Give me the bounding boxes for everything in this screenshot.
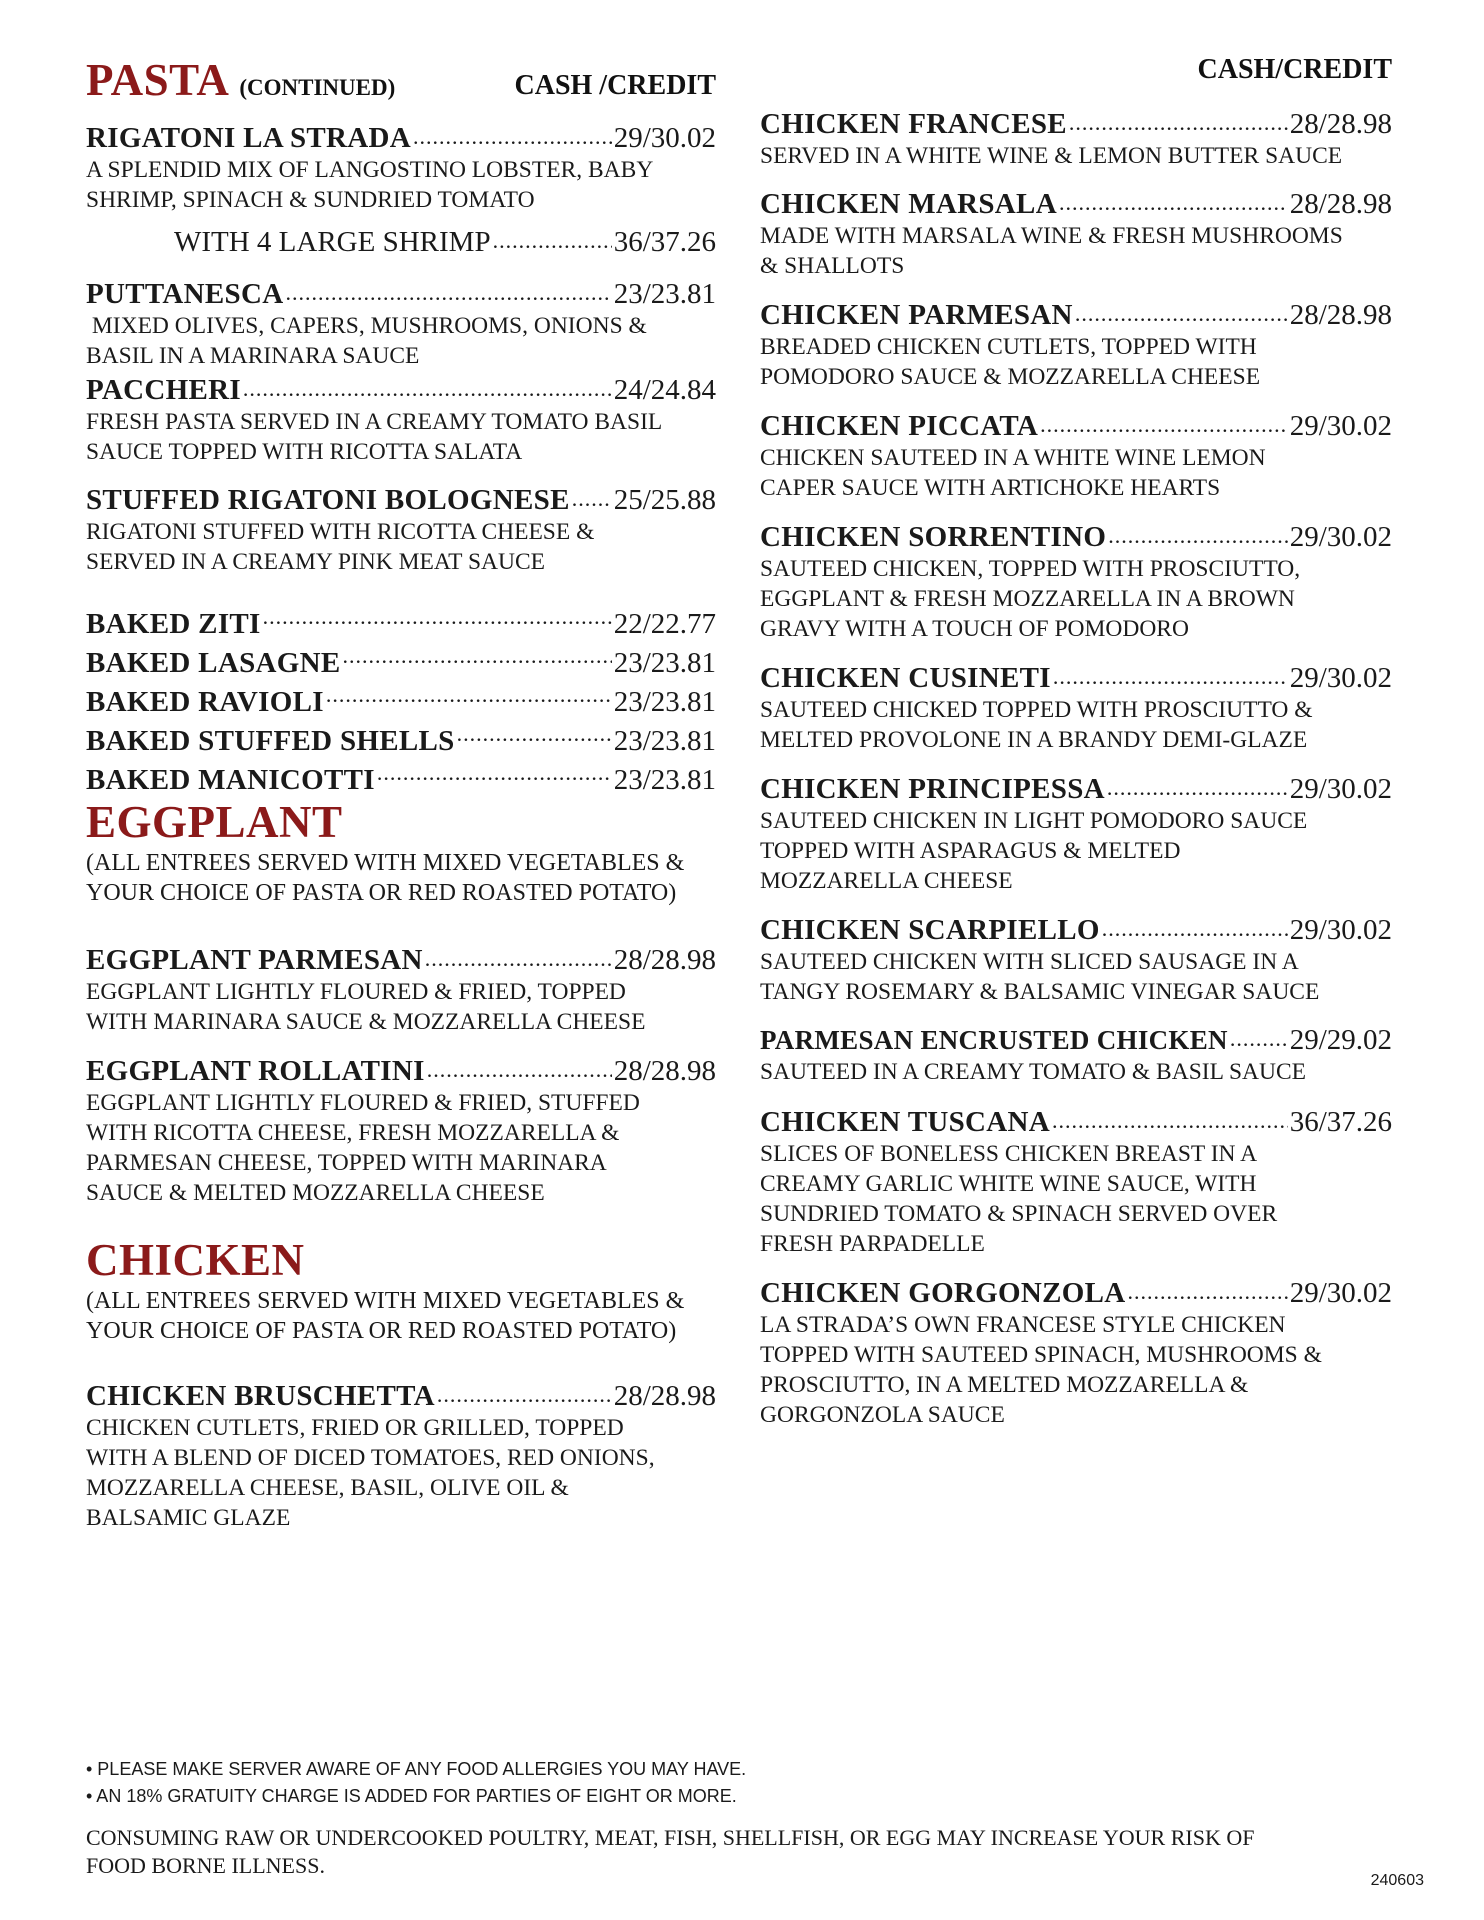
item-name: PUTTANESCA [86, 278, 284, 310]
item-desc: PROSCIUTTO, IN A MELTED MOZZARELLA & [760, 1372, 1249, 1399]
item-name: RIGATONI LA STRADA [86, 122, 412, 154]
menu-item [86, 643, 716, 682]
baked-list [86, 604, 716, 799]
item-name: CHICKEN FRANCESE [760, 108, 1067, 140]
item-desc: TANGY ROSEMARY & BALSAMIC VINEGAR SAUCE [760, 979, 1320, 1006]
item-price: 28/28.98 [613, 1380, 716, 1412]
item-desc: MELTED PROVOLONE IN A BRANDY DEMI-GLAZE [760, 727, 1308, 754]
item-name: BAKED RAVIOLI [86, 686, 324, 718]
note-line: (ALL ENTREES SERVED WITH MIXED VEGETABLES & [86, 1288, 685, 1314]
menu-item [760, 1102, 1392, 1259]
item-desc: MADE WITH MARSALA WINE & FRESH MUSHROOMS [760, 223, 1343, 250]
item-desc: PARMESAN CHEESE, TOPPED WITH MARINARA [86, 1150, 607, 1177]
item-desc: A SPLENDID MIX OF LANGOSTINO LOBSTER, BABY [86, 157, 654, 184]
item-name: BAKED ZITI [86, 608, 261, 640]
eggplant-note [86, 848, 716, 908]
item-price: 28/28.98 [613, 944, 716, 976]
item-price: 25/25.88 [613, 484, 716, 516]
menu-item-option [86, 222, 716, 259]
item-price: 23/23.81 [613, 278, 716, 310]
menu-item [86, 274, 716, 371]
item-desc: FRESH PARPADELLE [760, 1231, 985, 1258]
allergy-note: • PLEASE MAKE SERVER AWARE OF ANY FOOD ALLERGIES YOU MAY HAVE. [86, 1759, 747, 1779]
menu-item [86, 682, 716, 721]
item-desc: WITH MARINARA SAUCE & MOZZARELLA CHEESE [86, 1009, 646, 1036]
item-desc: POMODORO SAUCE & MOZZARELLA CHEESE [760, 364, 1261, 391]
item-desc: SLICES OF BONELESS CHICKEN BREAST IN A [760, 1141, 1258, 1168]
item-desc: SAUTEED IN A CREAMY TOMATO & BASIL SAUCE [760, 1059, 1306, 1086]
menu-item [760, 1022, 1392, 1087]
menu-item [86, 480, 716, 577]
menu-item [86, 370, 716, 467]
menu-code: 240603 [1370, 1872, 1424, 1889]
item-desc: MIXED OLIVES, CAPERS, MUSHROOMS, ONIONS & [86, 313, 647, 340]
menu-item [760, 769, 1392, 896]
item-desc: BASIL IN A MARINARA SAUCE [86, 343, 420, 370]
item-price: 29/30.02 [1289, 914, 1392, 946]
menu-item [760, 104, 1392, 171]
item-desc: BALSAMIC GLAZE [86, 1505, 291, 1532]
item-name: BAKED MANICOTTI [86, 764, 375, 796]
item-name: EGGPLANT ROLLATINI [86, 1055, 425, 1087]
note-line: YOUR CHOICE OF PASTA OR RED ROASTED POTATO) [86, 880, 677, 906]
menu-item [86, 760, 716, 799]
item-desc: EGGPLANT & FRESH MOZZARELLA IN A BROWN [760, 586, 1295, 613]
item-price: 23/23.81 [613, 686, 716, 718]
item-desc: MOZZARELLA CHEESE [760, 868, 1013, 895]
right-cash-credit [760, 56, 1392, 84]
warning-line: FOOD BORNE ILLNESS. [86, 1853, 325, 1878]
item-name: CHICKEN CUSINETI [760, 662, 1051, 694]
item-price: 36/37.26 [1289, 1106, 1392, 1138]
pasta-title: PASTA [86, 55, 230, 105]
item-price: 23/23.81 [613, 647, 716, 679]
menu-item [86, 1376, 716, 1533]
item-name: CHICKEN GORGONZOLA [760, 1277, 1126, 1309]
item-desc: SERVED IN A CREAMY PINK MEAT SAUCE [86, 549, 546, 576]
item-price: 29/29.02 [1289, 1024, 1392, 1056]
menu-item [760, 1273, 1392, 1430]
gratuity-note: • AN 18% GRATUITY CHARGE IS ADDED FOR PARTIES OF EIGHT OR MORE. [86, 1786, 737, 1806]
item-price: 24/24.84 [613, 374, 716, 406]
item-desc: SAUTEED CHICKED TOPPED WITH PROSCIUTTO & [760, 697, 1313, 724]
consumption-warning [86, 1824, 1406, 1880]
item-name: CHICKEN PRINCIPESSA [760, 773, 1105, 805]
cash-credit-label: CASH/CREDIT [1197, 54, 1392, 85]
pasta-continued: (CONTINUED) [239, 75, 396, 100]
item-price: 29/30.02 [1289, 521, 1392, 553]
menu-item [86, 1051, 716, 1208]
item-desc: CREAMY GARLIC WHITE WINE SAUCE, WITH [760, 1171, 1257, 1198]
item-name: BAKED STUFFED SHELLS [86, 725, 455, 757]
item-desc: SAUCE & MELTED MOZZARELLA CHEESE [86, 1180, 545, 1207]
menu-item [86, 721, 716, 760]
item-desc: SAUTEED CHICKEN, TOPPED WITH PROSCIUTTO, [760, 556, 1301, 583]
item-price: 36/37.26 [613, 226, 716, 258]
menu-item [86, 118, 716, 215]
warning-line: CONSUMING RAW OR UNDERCOOKED POULTRY, MEAT, FISH, SHELLFISH, OR EGG MAY INCREASE YOUR RISK OF [86, 1825, 1255, 1850]
item-desc: BREADED CHICKEN CUTLETS, TOPPED WITH [760, 334, 1257, 361]
item-price: 28/28.98 [1289, 299, 1392, 331]
item-desc: WITH RICOTTA CHEESE, FRESH MOZZARELLA & [86, 1120, 620, 1147]
item-name: CHICKEN SCARPIELLO [760, 914, 1100, 946]
menu-item [760, 184, 1392, 281]
item-desc: SAUTEED CHICKEN WITH SLICED SAUSAGE IN A [760, 949, 1299, 976]
item-desc: SERVED IN A WHITE WINE & LEMON BUTTER SAUCE [760, 143, 1343, 170]
item-desc: MOZZARELLA CHEESE, BASIL, OLIVE OIL & [86, 1475, 569, 1502]
footer [86, 1756, 1406, 1880]
item-name: CHICKEN SORRENTINO [760, 521, 1107, 553]
item-name: CHICKEN PICCATA [760, 410, 1039, 442]
item-name: BAKED LASAGNE [86, 647, 341, 679]
item-desc: EGGPLANT LIGHTLY FLOURED & FRIED, STUFFED [86, 1090, 640, 1117]
item-name: EGGPLANT PARMESAN [86, 944, 423, 976]
item-desc: CHICKEN CUTLETS, FRIED OR GRILLED, TOPPED [86, 1415, 624, 1442]
menu-item [86, 940, 716, 1037]
item-desc: GORGONZOLA SAUCE [760, 1402, 1005, 1429]
eggplant-title: EGGPLANT [86, 797, 343, 847]
item-name: CHICKEN PARMESAN [760, 299, 1073, 331]
item-desc: SUNDRIED TOMATO & SPINACH SERVED OVER [760, 1201, 1278, 1228]
item-desc: & SHALLOTS [760, 253, 905, 280]
menu-item [760, 910, 1392, 1007]
menu-item [86, 604, 716, 643]
item-desc: GRAVY WITH A TOUCH OF POMODORO [760, 616, 1189, 643]
item-desc: SAUTEED CHICKEN IN LIGHT POMODORO SAUCE [760, 808, 1308, 835]
item-desc: WITH A BLEND OF DICED TOMATOES, RED ONIONS, [86, 1445, 655, 1472]
item-name: CHICKEN TUSCANA [760, 1106, 1050, 1138]
item-name: CHICKEN BRUSCHETTA [86, 1380, 435, 1412]
item-price: 29/30.02 [1289, 410, 1392, 442]
pasta-header [86, 55, 716, 105]
chicken-note [86, 1286, 716, 1346]
item-name: WITH 4 LARGE SHRIMP [174, 226, 491, 258]
chicken-title: CHICKEN [86, 1235, 305, 1285]
item-desc: TOPPED WITH ASPARAGUS & MELTED [760, 838, 1181, 865]
item-price: 28/28.98 [1289, 188, 1392, 220]
item-price: 29/30.02 [1289, 1277, 1392, 1309]
item-name: PARMESAN ENCRUSTED CHICKEN [760, 1025, 1228, 1055]
item-desc: RIGATONI STUFFED WITH RICOTTA CHEESE & [86, 519, 595, 546]
item-price: 28/28.98 [613, 1055, 716, 1087]
note-line: YOUR CHOICE OF PASTA OR RED ROASTED POTATO) [86, 1318, 677, 1344]
item-desc: EGGPLANT LIGHTLY FLOURED & FRIED, TOPPED [86, 979, 626, 1006]
cash-credit-label: CASH /CREDIT [514, 70, 716, 101]
item-desc: TOPPED WITH SAUTEED SPINACH, MUSHROOMS & [760, 1342, 1322, 1369]
item-price: 29/30.02 [1289, 662, 1392, 694]
item-name: CHICKEN MARSALA [760, 188, 1057, 220]
eggplant-header [86, 797, 716, 847]
item-desc: SHRIMP, SPINACH & SUNDRIED TOMATO [86, 187, 535, 214]
item-desc: CAPER SAUCE WITH ARTICHOKE HEARTS [760, 475, 1221, 502]
item-name: PACCHERI [86, 374, 241, 406]
menu-item [760, 295, 1392, 392]
menu-item [760, 517, 1392, 644]
item-price: 23/23.81 [613, 764, 716, 796]
menu-item [760, 406, 1392, 503]
item-price: 23/23.81 [613, 725, 716, 757]
item-price: 29/30.02 [613, 122, 716, 154]
item-price: 29/30.02 [1289, 773, 1392, 805]
item-price: 22/22.77 [613, 608, 716, 640]
item-price: 28/28.98 [1289, 108, 1392, 140]
item-desc: SAUCE TOPPED WITH RICOTTA SALATA [86, 439, 523, 466]
chicken-header [86, 1235, 716, 1285]
item-desc: LA STRADA’S OWN FRANCESE STYLE CHICKEN [760, 1312, 1286, 1339]
item-name: STUFFED RIGATONI BOLOGNESE [86, 484, 570, 516]
note-line: (ALL ENTREES SERVED WITH MIXED VEGETABLES & [86, 850, 685, 876]
item-desc: CHICKEN SAUTEED IN A WHITE WINE LEMON [760, 445, 1266, 472]
menu-item [760, 658, 1392, 755]
item-desc: FRESH PASTA SERVED IN A CREAMY TOMATO BASIL [86, 409, 663, 436]
